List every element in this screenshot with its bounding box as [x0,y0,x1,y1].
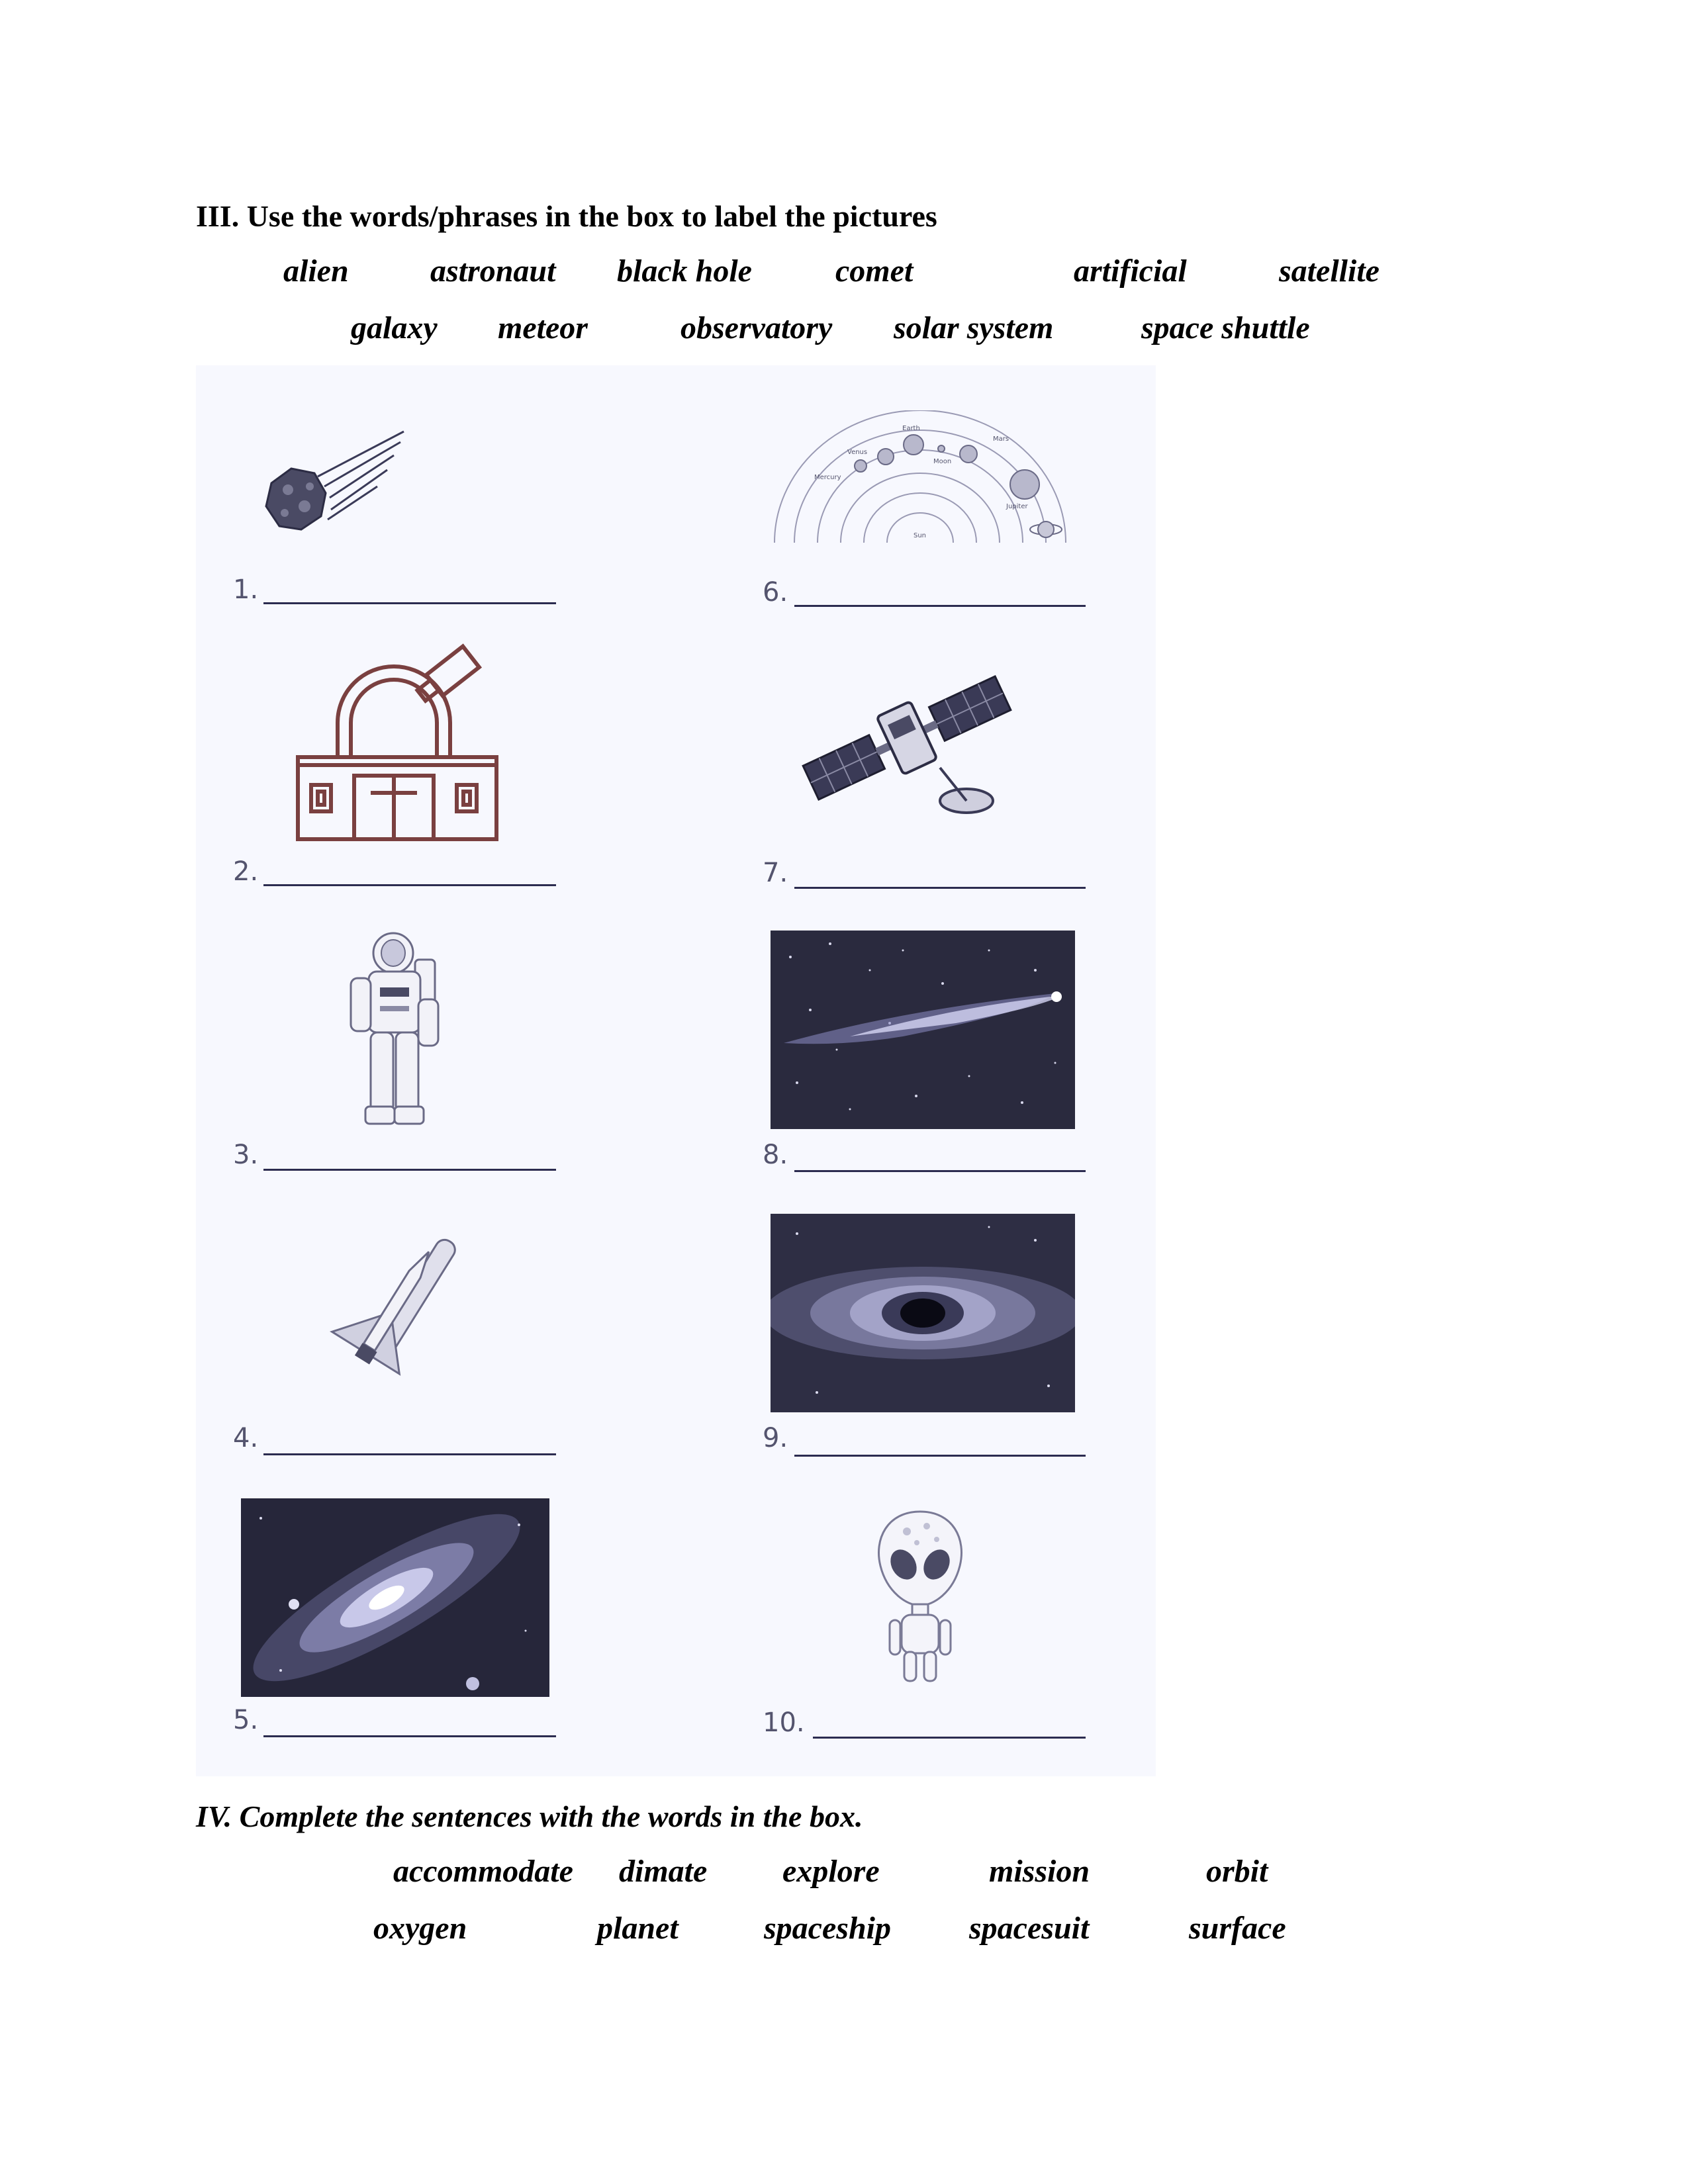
answer-line-10[interactable] [813,1737,1086,1739]
item-number-8: 8. [763,1140,788,1170]
diagram-label-mars: Mars [993,435,1009,443]
word-mission: mission [989,1854,1090,1889]
word-explore: explore [782,1854,880,1889]
word-galaxy: galaxy [351,310,438,345]
word-astronaut: astronaut [430,253,556,289]
section-3-title: III. Use the words/phrases in the box to label the pictures [196,199,937,233]
diagram-label-moon: Moon [933,458,952,465]
item-number-9: 9. [763,1423,788,1453]
answer-line-1[interactable] [263,602,556,604]
answer-line-3[interactable] [263,1169,556,1171]
solar-system-diagram [768,410,1072,549]
word-accommodate: accommodate [393,1854,573,1889]
diagram-label-venus: Venus [847,449,868,456]
answer-line-4[interactable] [263,1453,556,1455]
diagram-label-sun: Sun [914,532,927,539]
diagram-label-mercury: Mercury [814,474,841,481]
word-artificial: artificial [1074,253,1187,289]
word-satellite: satellite [1279,253,1380,289]
word-space-shuttle: space shuttle [1141,310,1310,345]
word-planet: planet [597,1911,679,1946]
space-shuttle-icon [323,1218,469,1410]
word-oxygen: oxygen [373,1911,467,1946]
item-number-1: 1. [233,574,259,605]
answer-line-2[interactable] [263,884,556,886]
observatory-icon [291,643,503,842]
item-number-5: 5. [233,1705,259,1735]
galaxy-photo [241,1498,549,1697]
black-hole-photo [771,1214,1075,1412]
item-number-3: 3. [233,1140,259,1170]
word-surface: surface [1189,1911,1286,1946]
diagram-label-jupiter: Jupiter [1006,503,1028,510]
item-number-10: 10. [763,1707,805,1738]
word-dimate: dimate [619,1854,708,1889]
word-meteor: meteor [498,310,588,345]
comet-photo [771,931,1075,1129]
item-number-2: 2. [233,856,259,887]
word-alien: alien [283,253,349,289]
diagram-label-earth: Earth [902,425,920,432]
item-number-6: 6. [763,577,788,608]
meteor-icon [252,424,410,556]
word-black-hole: black hole [617,253,752,289]
answer-line-6[interactable] [794,605,1086,607]
word-spacesuit: spacesuit [969,1911,1090,1946]
word-comet: comet [835,253,914,289]
answer-line-7[interactable] [794,887,1086,889]
section-4-title: IV. Complete the sentences with the words in the box. [196,1799,863,1833]
item-number-7: 7. [763,858,788,888]
astronaut-icon [339,927,458,1132]
word-observatory: observatory [680,310,833,345]
word-solar-system: solar system [894,310,1054,345]
answer-line-8[interactable] [794,1170,1086,1172]
word-spaceship: spaceship [764,1911,891,1946]
item-number-4: 4. [233,1423,259,1453]
answer-line-5[interactable] [263,1735,556,1737]
alien-icon [867,1506,973,1685]
word-orbit: orbit [1206,1854,1268,1889]
answer-line-9[interactable] [794,1455,1086,1457]
satellite-icon [801,662,1013,827]
